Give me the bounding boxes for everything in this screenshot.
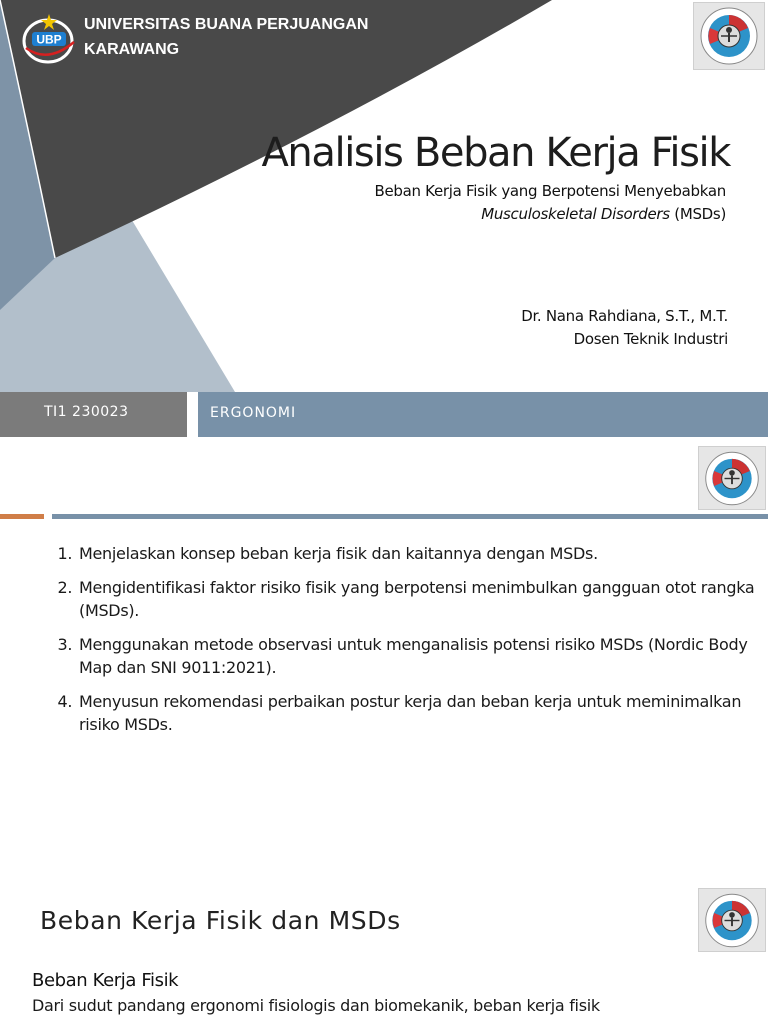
author-role: Dosen Teknik Industri: [573, 330, 728, 348]
ubp-logo-icon: [18, 8, 80, 68]
accent-line-orange: [0, 514, 44, 519]
course-code: TI1 230023: [0, 392, 187, 437]
subtitle-line1: Beban Kerja Fisik yang Berpotensi Menyebabkan: [374, 182, 726, 200]
slide-title: Beban Kerja Fisik dan MSDs: [40, 906, 401, 935]
title-slide: [0, 0, 768, 438]
subtitle: [374, 180, 726, 226]
course-name: ERGONOMI: [198, 392, 768, 437]
list-item: 3. Menggunakan metode observasi untuk menganalisis potensi risiko MSDs (Nordic Body Map dan SNI 9011:2021).: [77, 633, 768, 679]
list-item: 4. Menyusun rekomendasi perbaikan postur kerja dan beban kerja untuk meminimalkan risiko MSDs.: [77, 690, 768, 736]
subtitle-suffix: (MSDs): [669, 205, 726, 223]
main-title: Analisis Beban Kerja Fisik: [261, 130, 730, 176]
university-name-line1: UNIVERSITAS BUANA PERJUANGAN: [84, 16, 369, 33]
accent-line-blue: [52, 514, 768, 519]
learning-objectives-list: [42, 542, 768, 747]
lab-logo-icon: [698, 446, 766, 510]
body-text: Dari sudut pandang ergonomi fisiologis dan biomekanik, beban kerja fisik: [32, 996, 600, 1015]
section-heading: Beban Kerja Fisik: [32, 970, 179, 991]
author-name: Dr. Nana Rahdiana, S.T., M.T.: [521, 307, 728, 325]
subtitle-italic: Musculoskeletal Disorders: [481, 205, 670, 223]
author-block: [521, 305, 728, 351]
university-name-line2: KARAWANG: [84, 41, 180, 58]
list-item: 1. Menjelaskan konsep beban kerja fisik dan kaitannya dengan MSDs.: [77, 542, 768, 565]
university-name: [84, 12, 368, 62]
subtitle-line2: [374, 203, 726, 226]
lab-logo-icon: [693, 2, 765, 70]
list-item: 2. Mengidentifikasi faktor risiko fisik yang berpotensi menimbulkan gangguan otot rangka (MSDs).: [77, 576, 768, 622]
lab-logo-icon: [698, 888, 766, 952]
ubp-logo-text: UBP: [36, 32, 62, 47]
